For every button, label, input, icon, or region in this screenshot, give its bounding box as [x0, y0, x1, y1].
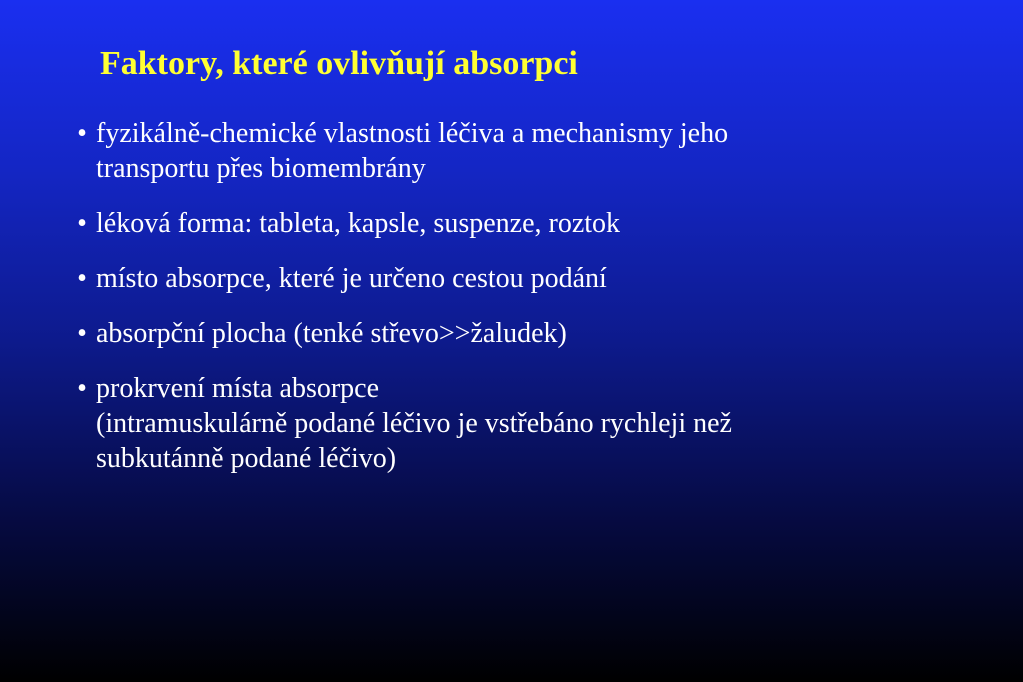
bullet-text-line: transportu přes biomembrány [96, 153, 426, 184]
bullet-list [72, 116, 972, 496]
bullet-dot-icon: • [77, 208, 87, 239]
bullet-item [72, 206, 972, 241]
bullet-item [72, 371, 972, 476]
bullet-text-line: místo absorpce, které je určeno cestou podání [96, 263, 607, 294]
slide-title: Faktory, které ovlivňují absorpci [100, 45, 578, 82]
bullet-dot-icon: • [77, 118, 87, 149]
bullet-text-line: fyzikálně-chemické vlastnosti léčiva a mechanismy jeho [96, 118, 729, 149]
bullet-text-line: léková forma: tableta, kapsle, suspenze, roztok [96, 208, 621, 239]
bullet-dot-icon: • [77, 263, 87, 294]
bullet-text-line: prokrvení místa absorpce [96, 373, 380, 404]
bullet-item [72, 261, 972, 296]
bullet-item [72, 316, 972, 351]
bullet-dot-icon: • [77, 373, 87, 404]
bullet-text-line: absorpční plocha (tenké střevo>>žaludek) [96, 318, 567, 349]
bullet-text-line: subkutánně podané léčivo) [96, 443, 397, 474]
bullet-text-line: (intramuskulárně podané léčivo je vstřebáno rychleji než [96, 408, 732, 439]
bullet-item [72, 116, 972, 186]
bullet-dot-icon: • [77, 318, 87, 349]
